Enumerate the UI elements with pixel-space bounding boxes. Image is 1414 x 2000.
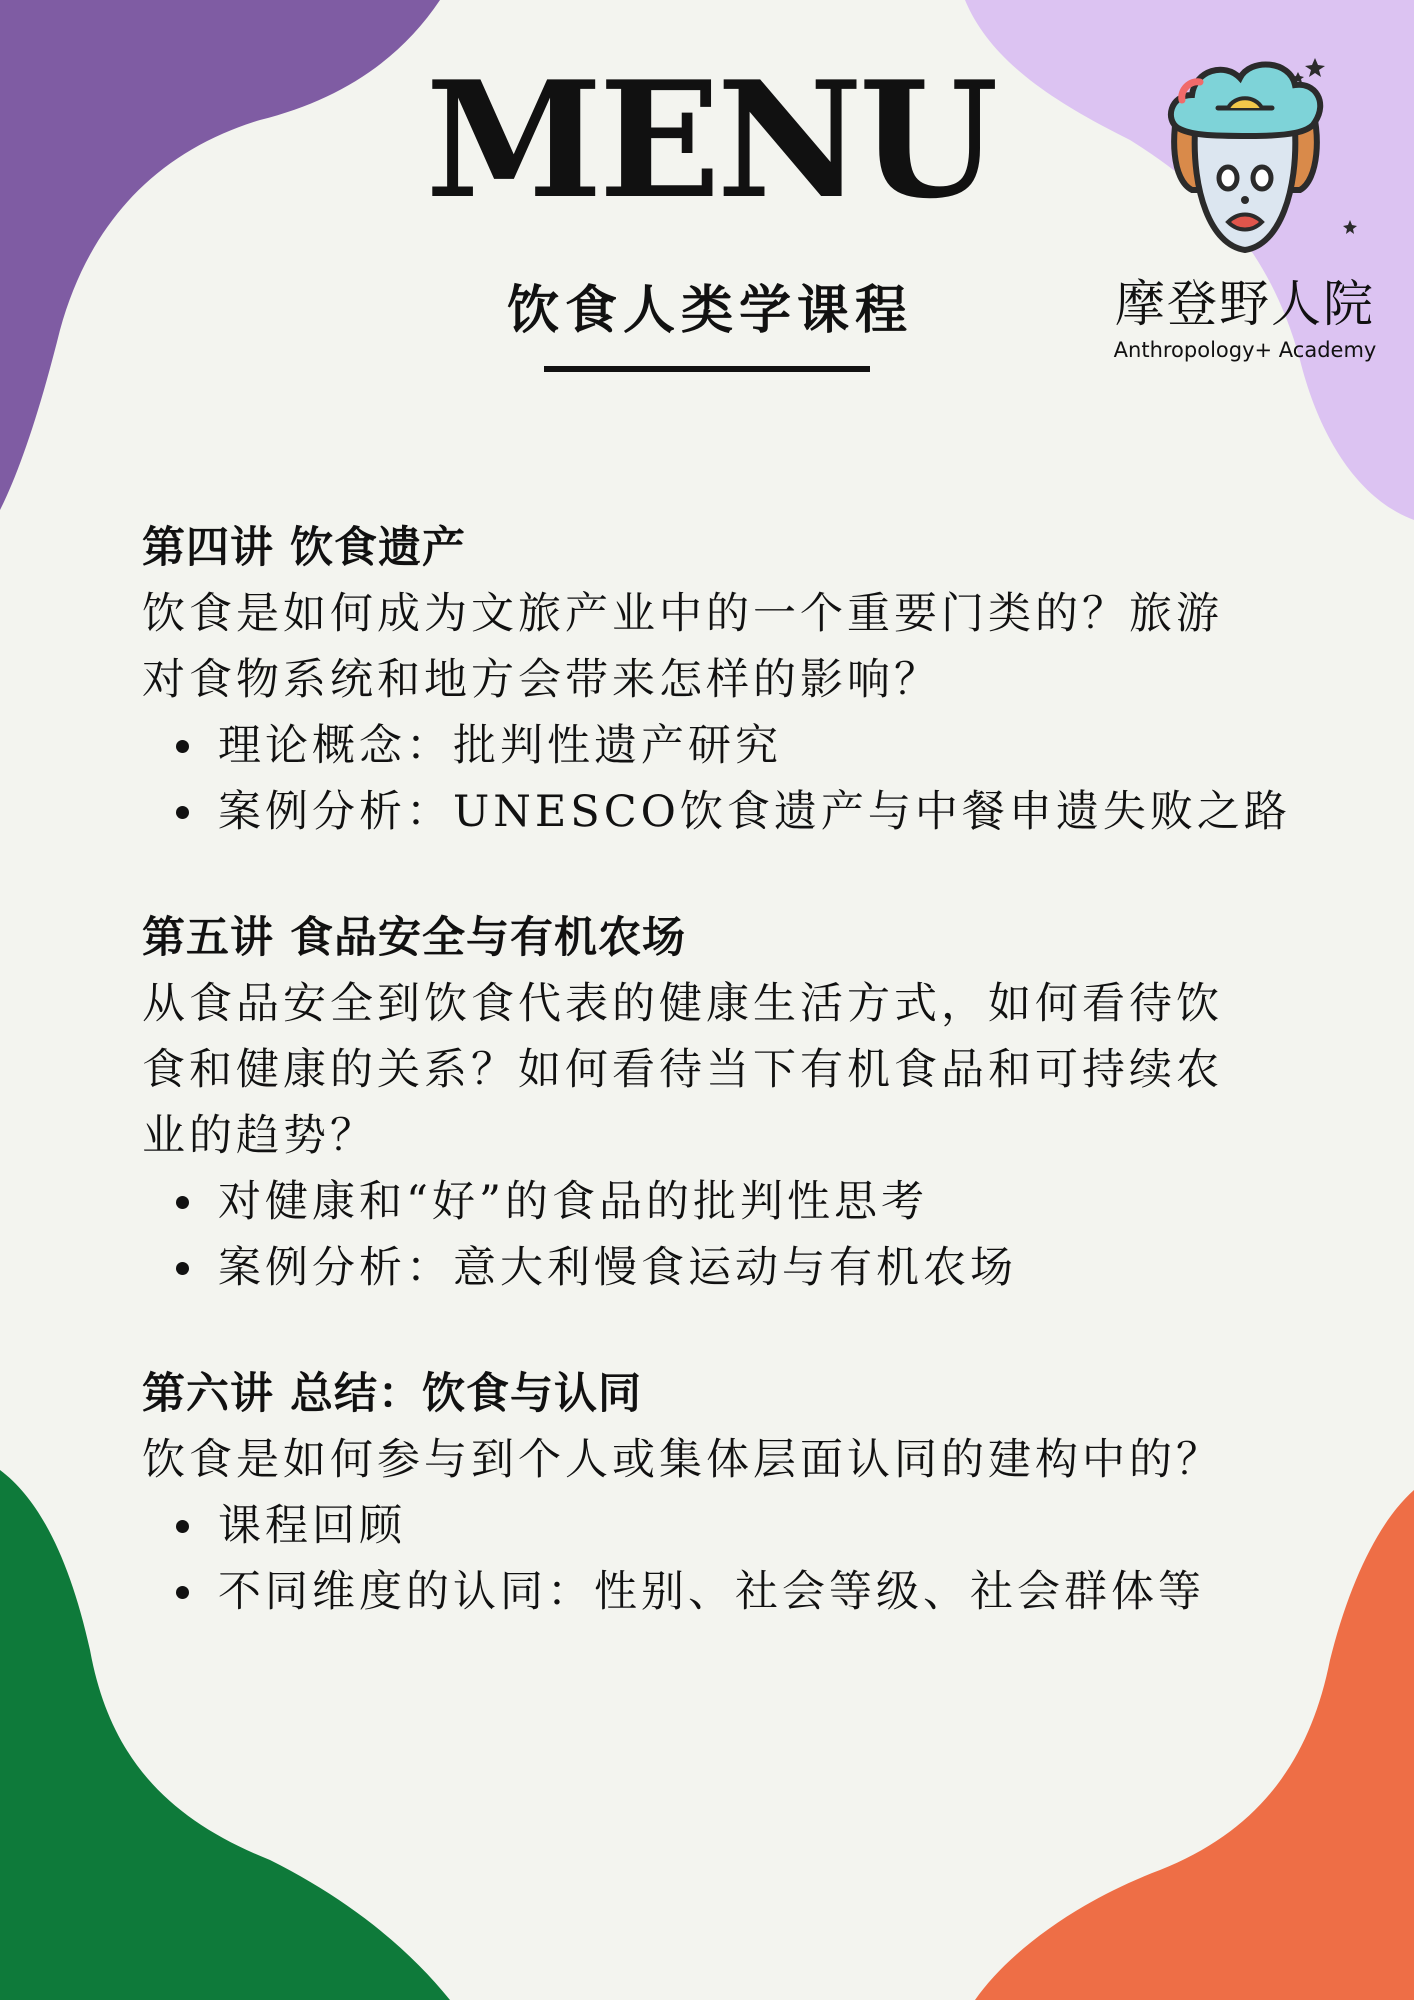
lecture-4 — [142, 515, 1292, 845]
academy-logo — [1100, 40, 1390, 380]
bullet-item — [142, 1169, 1292, 1235]
bullet-text: 案例分析：UNESCO饮食遗产与中餐申遗失败之路 — [218, 787, 1291, 837]
bullet-dot-icon — [176, 1262, 189, 1275]
course-subtitle: 饮食人类学课程 — [506, 280, 913, 341]
bullet-text: 对健康和“好”的食品的批判性思考 — [218, 1177, 928, 1227]
bullet-text: 课程回顾 — [218, 1501, 406, 1551]
bullet-item — [142, 1493, 1292, 1559]
lecture-6 — [142, 1361, 1292, 1625]
bullet-dot-icon — [176, 1520, 189, 1533]
lecture-description: 饮食是如何成为文旅产业中的一个重要门类的？旅游对食物系统和地方会带来怎样的影响？ — [142, 589, 1223, 705]
bullet-item — [142, 713, 1292, 779]
bullet-dot-icon — [176, 806, 189, 819]
title-underline — [544, 366, 870, 372]
lecture-5 — [142, 905, 1292, 1301]
bullet-text: 理论概念：批判性遗产研究 — [218, 721, 782, 771]
bullet-dot-icon — [176, 740, 189, 753]
lecture-title: 第六讲 总结：饮食与认同 — [142, 1369, 642, 1419]
lecture-bullets — [142, 1169, 1292, 1301]
bullet-dot-icon — [176, 1586, 189, 1599]
academy-name-cn: 摩登野人院 — [1115, 275, 1375, 333]
lecture-bullets — [142, 713, 1292, 845]
clown-face-cloud-icon — [1100, 40, 1390, 260]
bullet-item — [142, 1559, 1292, 1625]
menu-title: MENU — [425, 46, 995, 234]
bullet-item — [142, 779, 1292, 845]
lecture-description: 从食品安全到饮食代表的健康生活方式，如何看待饮食和健康的关系？如何看待当下有机食品和可持续农业的趋势？ — [142, 979, 1223, 1161]
lecture-list — [142, 515, 1292, 1685]
academy-name-en: Anthropology+ Academy — [1113, 338, 1377, 362]
lecture-title: 第五讲 食品安全与有机农场 — [142, 913, 686, 963]
bullet-item — [142, 1235, 1292, 1301]
bullet-text: 案例分析：意大利慢食运动与有机农场 — [218, 1243, 1017, 1293]
bullet-text: 不同维度的认同：性别、社会等级、社会群体等 — [218, 1567, 1205, 1617]
lecture-description: 饮食是如何参与到个人或集体层面认同的建构中的？ — [142, 1435, 1223, 1485]
lecture-title: 第四讲 饮食遗产 — [142, 523, 466, 573]
lecture-bullets — [142, 1493, 1292, 1625]
bullet-dot-icon — [176, 1196, 189, 1209]
